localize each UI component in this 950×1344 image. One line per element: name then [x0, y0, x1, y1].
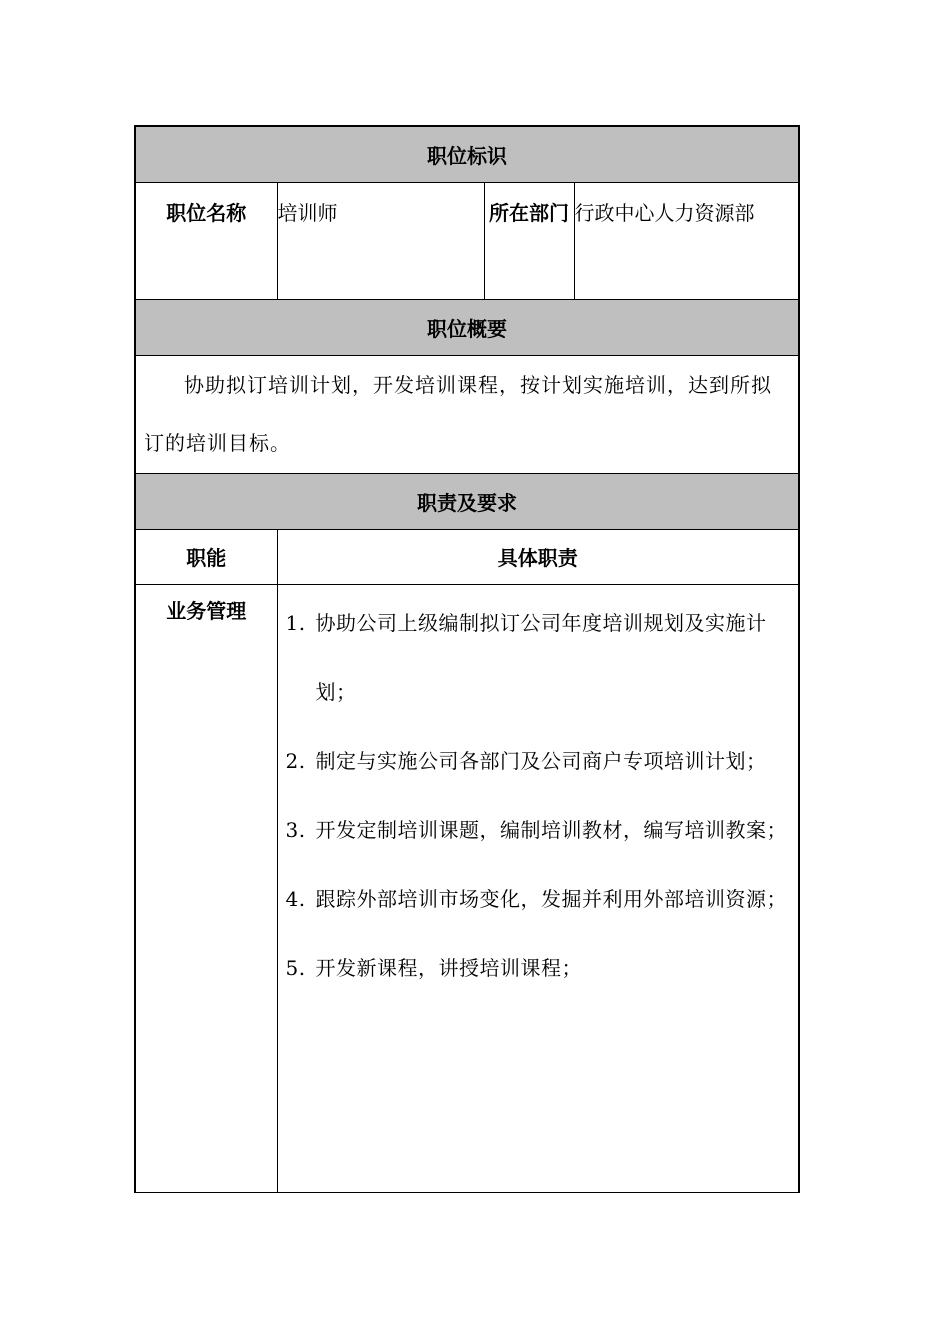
duty-item-number: 5. [285, 955, 306, 980]
function-column-header [135, 529, 277, 584]
department-value-cell [574, 182, 799, 299]
duty-list [278, 585, 799, 1003]
job-description-table [134, 125, 800, 1193]
position-name-value-cell [277, 182, 484, 299]
duty-column-header [277, 529, 799, 584]
duty-list-cell [277, 584, 799, 1192]
duty-column-label: 具体职责 [497, 546, 578, 570]
duty-item-number: 3. [285, 817, 306, 842]
section-summary-title: 职位概要 [427, 316, 508, 341]
function-column-label: 职能 [186, 546, 227, 570]
duty-item-text: 开发定制培训课题，编制培训教材，编写培训教案； [315, 817, 787, 842]
duty-item [286, 727, 789, 796]
position-name-label: 职位名称 [166, 200, 247, 225]
duty-item-text: 开发新课程，讲授培训课程； [315, 955, 582, 980]
department-value: 行政中心人力资源部 [574, 200, 755, 225]
duty-function-label: 业务管理 [166, 598, 247, 623]
duty-item-text: 协助公司上级编制拟订公司年度培训规划及实施计划； [315, 610, 767, 704]
duty-item-number: 1. [285, 610, 306, 635]
section-position-id-header [135, 126, 799, 182]
department-label-cell [484, 182, 574, 299]
section-duties-header [135, 473, 799, 529]
position-name-value: 培训师 [277, 200, 338, 225]
summary-text: 协助拟订培训计划，开发培训课程，按计划实施培训，达到所拟订的培训目标。 [144, 372, 772, 455]
section-position-id-title: 职位标识 [427, 143, 508, 168]
position-name-label-cell [135, 182, 277, 299]
duty-function-cell [135, 584, 277, 1192]
duty-item [286, 934, 789, 1003]
duty-item-text: 跟踪外部培训市场变化，发掘并利用外部培训资源； [315, 886, 787, 911]
duty-item [286, 589, 789, 727]
duty-item [286, 796, 789, 865]
duty-item [286, 865, 789, 934]
duty-item-text: 制定与实施公司各部门及公司商户专项培训计划； [315, 748, 767, 773]
section-summary-header [135, 299, 799, 355]
duty-item-number: 2. [285, 748, 306, 773]
section-duties-title: 职责及要求 [417, 490, 518, 515]
summary-cell [135, 355, 799, 473]
duty-item-number: 4. [285, 886, 306, 911]
department-label: 所在部门 [489, 200, 569, 225]
